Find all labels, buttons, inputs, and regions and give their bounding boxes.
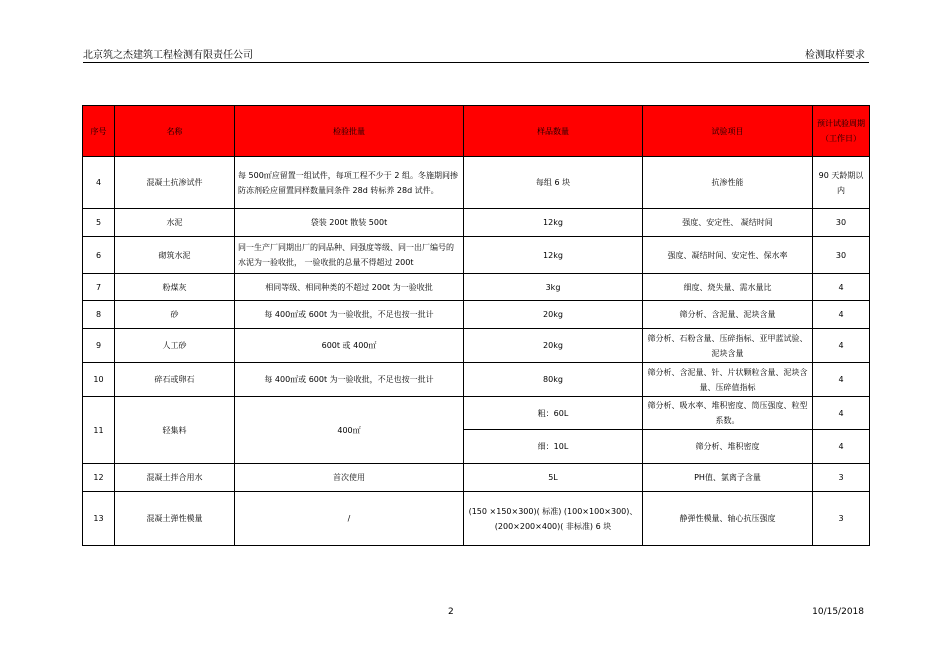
table-row <box>83 237 870 274</box>
cell-test-period: 3 <box>813 492 870 546</box>
cell-quantity: 12kg <box>464 237 643 274</box>
cell-test-period: 4 <box>813 301 870 329</box>
cell-name: 人工砂 <box>115 329 235 363</box>
cell-no: 9 <box>83 329 115 363</box>
cell-name: 混凝土抗渗试件 <box>115 157 235 209</box>
cell-test-items: 筛分析、石粉含量、压碎指标、亚甲蓝试验、泥块含量 <box>643 329 813 363</box>
cell-test-period: 4 <box>813 430 870 464</box>
cell-no: 8 <box>83 301 115 329</box>
cell-name: 砂 <box>115 301 235 329</box>
cell-test-period: 4 <box>813 363 870 397</box>
sampling-requirements-table <box>82 105 870 546</box>
cell-test-items: 细度、烧失量、需水量比 <box>643 274 813 301</box>
cell-batch: 600t 或 400㎡ <box>235 329 464 363</box>
cell-no: 6 <box>83 237 115 274</box>
cell-test-items: 筛分析、吸水率、堆积密度、筒压强度、粒型系数。 <box>643 397 813 430</box>
cell-test-period: 3 <box>813 464 870 492</box>
cell-name: 混凝土弹性模量 <box>115 492 235 546</box>
cell-test-items: 筛分析、堆积密度 <box>643 430 813 464</box>
column-header-batch: 检验批量 <box>235 106 464 157</box>
table-row <box>83 274 870 301</box>
table-row <box>83 363 870 397</box>
cell-name: 轻集料 <box>115 397 235 464</box>
table-header-row <box>83 106 870 157</box>
cell-batch: 每 400㎡或 600t 为一验收批，不足也按一批计 <box>235 301 464 329</box>
cell-quantity: (150 ×150×300)( 标准) (100×100×300)、(200×200×400)( 非标准) 6 块 <box>464 492 643 546</box>
cell-no: 11 <box>83 397 115 464</box>
table-row <box>83 329 870 363</box>
cell-batch: 每 400㎡或 600t 为一验收批，不足也按一批计 <box>235 363 464 397</box>
column-header-name: 名称 <box>115 106 235 157</box>
cell-test-period: 4 <box>813 329 870 363</box>
cell-batch: 袋装 200t 散装 500t <box>235 209 464 237</box>
column-header-no: 序号 <box>83 106 115 157</box>
cell-no: 10 <box>83 363 115 397</box>
cell-name: 粉煤灰 <box>115 274 235 301</box>
cell-name: 混凝土拌合用水 <box>115 464 235 492</box>
footer-date: 10/15/2018 <box>812 607 864 617</box>
company-name: 北京筑之杰建筑工程检测有限责任公司 <box>83 50 253 61</box>
cell-test-period: 4 <box>813 397 870 430</box>
cell-test-items: 强度、凝结时间、安定性、保水率 <box>643 237 813 274</box>
cell-test-items: PH值、氯离子含量 <box>643 464 813 492</box>
column-header-test-items: 试验项目 <box>643 106 813 157</box>
page-number: 2 <box>448 607 454 617</box>
cell-no: 12 <box>83 464 115 492</box>
cell-quantity: 细：10L <box>464 430 643 464</box>
cell-batch: 400㎡ <box>235 397 464 464</box>
cell-quantity: 12kg <box>464 209 643 237</box>
cell-batch: 首次使用 <box>235 464 464 492</box>
cell-test-period: 30 <box>813 209 870 237</box>
table-row <box>83 301 870 329</box>
cell-no: 7 <box>83 274 115 301</box>
cell-batch: 每 500㎡应留置一组试件，每项工程不少于 2 组。冬施期间掺防冻剂砼应留置同样数量同条件 28d 转标养 28d 试件。 <box>235 157 464 209</box>
header-divider <box>83 62 869 63</box>
cell-test-period: 90 天龄期以内 <box>813 157 870 209</box>
table-row <box>83 397 870 430</box>
table-row <box>83 492 870 546</box>
cell-no: 4 <box>83 157 115 209</box>
cell-batch: 相同等级、相同种类的不超过 200t 为一验收批 <box>235 274 464 301</box>
cell-quantity: 5L <box>464 464 643 492</box>
cell-test-period: 4 <box>813 274 870 301</box>
cell-quantity: 粗：60L <box>464 397 643 430</box>
cell-test-items: 筛分析、含泥量、针、片状颗粒含量、泥块含量、压碎值指标 <box>643 363 813 397</box>
cell-name: 砌筑水泥 <box>115 237 235 274</box>
cell-test-items: 筛分析、含泥量、泥块含量 <box>643 301 813 329</box>
cell-quantity: 20kg <box>464 329 643 363</box>
cell-batch: / <box>235 492 464 546</box>
cell-quantity: 20kg <box>464 301 643 329</box>
table-row <box>83 209 870 237</box>
cell-test-items: 抗渗性能 <box>643 157 813 209</box>
cell-test-items: 静弹性模量、轴心抗压强度 <box>643 492 813 546</box>
table-row <box>83 464 870 492</box>
document-title: 检测取样要求 <box>805 50 865 61</box>
cell-quantity: 每组 6 块 <box>464 157 643 209</box>
table-row <box>83 157 870 209</box>
cell-test-items: 强度、安定性、 凝结时间 <box>643 209 813 237</box>
cell-test-period: 30 <box>813 237 870 274</box>
cell-no: 5 <box>83 209 115 237</box>
column-header-test-period: 预计试验周期（工作日） <box>813 106 870 157</box>
cell-no: 13 <box>83 492 115 546</box>
cell-quantity: 80kg <box>464 363 643 397</box>
cell-name: 水泥 <box>115 209 235 237</box>
cell-name: 碎石或卵石 <box>115 363 235 397</box>
cell-batch: 同一生产厂同期出厂的同品种、同强度等级、同一出厂编号的水泥为一验收批， 一验收批的总量不得超过 200t <box>235 237 464 274</box>
column-header-quantity: 样品数量 <box>464 106 643 157</box>
cell-quantity: 3kg <box>464 274 643 301</box>
